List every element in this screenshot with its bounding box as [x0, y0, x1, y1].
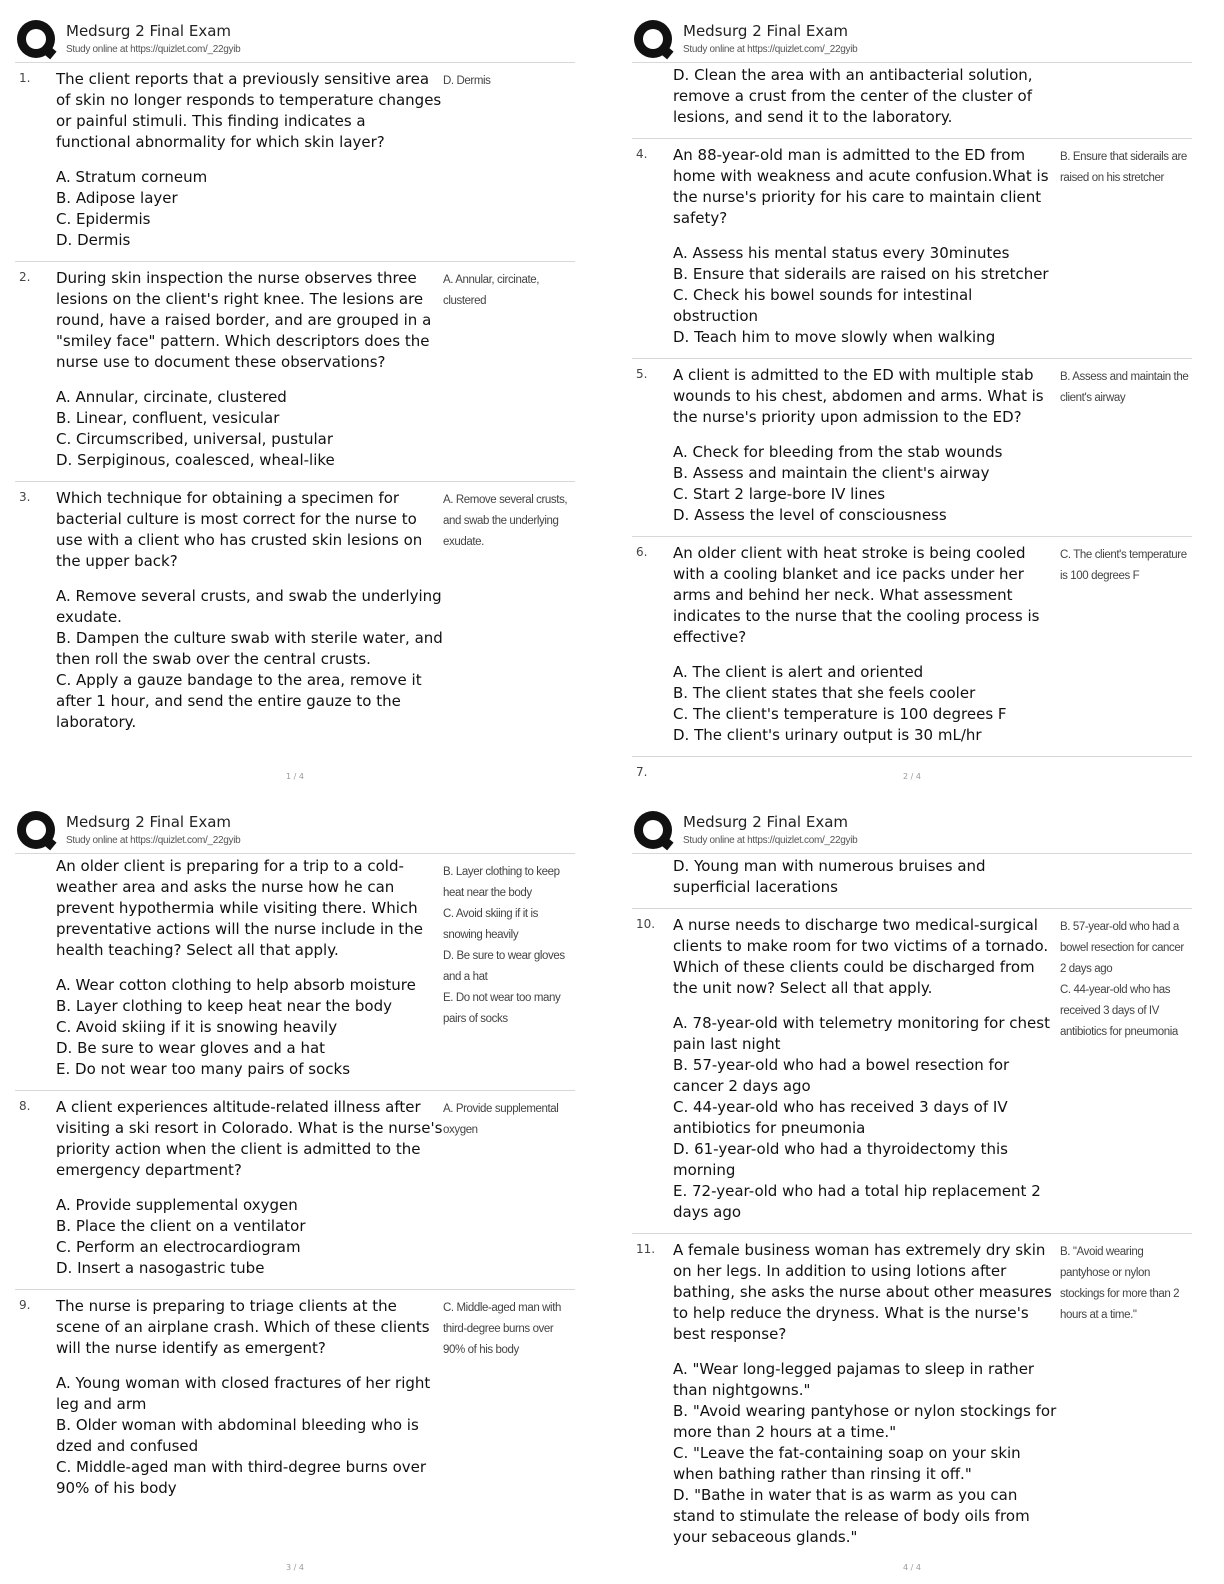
option-item: A. Assess his mental status every 30minutes: [673, 244, 1010, 262]
option-item: C. Middle-aged man with third-degree burns over 90% of his body: [56, 1458, 427, 1497]
option-item: D. "Bathe in water that is as warm as you can stand to stimulate the release of body oils from your sebaceous glands.": [673, 1486, 1030, 1546]
option-item: C. "Leave the fat-containing soap on your skin when bathing rather than rinsing it off.": [673, 1444, 1021, 1483]
question-text: The client reports that a previously sensitive area of skin no longer responds to temperature changes or painful stimuli. This finding indicates a functional abnormality for which skin layer?: [56, 70, 442, 151]
option-item: C. Perform an electrocardiogram: [56, 1238, 301, 1256]
option-list: [673, 1359, 1061, 1548]
question-text: An 88-year-old man is admitted to the ED from home with weakness and acute confusion.What is the nurse's priority for his care to maintain client safety?: [673, 146, 1049, 227]
page-header: [15, 809, 595, 853]
answer-line: B. Ensure that siderails are raised on his stretcher: [1060, 151, 1187, 184]
option-list: [56, 1373, 444, 1499]
option-item: D. Teach him to move slowly when walking: [673, 328, 996, 346]
option-item: B. Ensure that siderails are raised on his stretcher: [673, 265, 1049, 283]
quizlet-logo-icon: [634, 811, 672, 849]
option-list: [56, 975, 444, 1080]
question-card: [632, 139, 1192, 359]
answer-line: C. Middle-aged man with third-degree burns over 90% of his body: [443, 1302, 561, 1356]
answer-line: D. Be sure to wear gloves and a hat: [443, 950, 565, 983]
answer-line: E. Do not wear too many pairs of socks: [443, 992, 561, 1025]
option-list: [56, 586, 444, 733]
answer-line: A. Remove several crusts, and swab the underlying exudate.: [443, 494, 568, 548]
page-header: [632, 809, 1212, 853]
question-card: [15, 1091, 575, 1290]
exam-page-1: [15, 18, 595, 793]
option-item: B. Place the client on a ventilator: [56, 1217, 306, 1235]
question-card: [15, 262, 575, 482]
option-list: [56, 387, 444, 471]
option-list: [56, 1195, 444, 1279]
doc-subtitle: Study online at https://quizlet.com/_22gyib: [683, 835, 858, 846]
option-list: [673, 65, 1061, 128]
option-item: B. Adipose layer: [56, 189, 178, 207]
page-number: 3 / 4: [286, 1563, 304, 1572]
option-item: C. Apply a gauze bandage to the area, remove it after 1 hour, and send the entire gauze to the laboratory.: [56, 671, 422, 731]
option-item: B. "Avoid wearing pantyhose or nylon stockings for more than 2 hours at a time.": [673, 1402, 1057, 1441]
option-item: D. Serpiginous, coalesced, wheal-like: [56, 451, 335, 469]
exam-page-2: [632, 18, 1212, 793]
question-text: The nurse is preparing to triage clients at the scene of an airplane crash. Which of these clients will the nurse identify as emergent?: [56, 1297, 430, 1357]
doc-subtitle: Study online at https://quizlet.com/_22gyib: [683, 44, 858, 55]
answer-line: D. Dermis: [443, 75, 491, 87]
question-card: [632, 63, 1192, 139]
question-card: [15, 1290, 575, 1509]
option-item: A. "Wear long-legged pajamas to sleep in rather than nightgowns.": [673, 1360, 1035, 1399]
page-number: 2 / 4: [903, 772, 921, 781]
exam-page-3: [15, 809, 595, 1584]
option-item: E. 72-year-old who had a total hip replacement 2 days ago: [673, 1182, 1041, 1221]
option-item: C. Start 2 large-bore IV lines: [673, 485, 886, 503]
answer-line: A. Annular, circinate, clustered: [443, 274, 540, 307]
option-item: C. Circumscribed, universal, pustular: [56, 430, 333, 448]
answer-line: A. Provide supplemental oxygen: [443, 1103, 559, 1136]
quizlet-logo-icon: [634, 20, 672, 58]
option-item: A. Young woman with closed fractures of her right leg and arm: [56, 1374, 431, 1413]
option-item: B. 57-year-old who had a bowel resection for cancer 2 days ago: [673, 1056, 1010, 1095]
question-card: [632, 909, 1192, 1234]
doc-title: Medsurg 2 Final Exam: [66, 813, 232, 831]
option-item: C. 44-year-old who has received 3 days of IV antibiotics for pneumonia: [673, 1098, 1008, 1137]
question-number: 11.: [636, 1242, 656, 1256]
question-number: 3.: [19, 490, 31, 504]
answer-text: [443, 270, 575, 312]
option-item: C. Epidermis: [56, 210, 151, 228]
answer-line: B. Layer clothing to keep heat near the body: [443, 866, 560, 899]
question-card: [15, 854, 575, 1091]
answer-text: [443, 1298, 575, 1361]
option-item: A. 78-year-old with telemetry monitoring for chest pain last night: [673, 1014, 1050, 1053]
option-item: B. Older woman with abdominal bleeding who is dzed and confused: [56, 1416, 419, 1455]
answer-line: C. Avoid skiing if it is snowing heavily: [443, 908, 539, 941]
option-item: A. Check for bleeding from the stab wounds: [673, 443, 1003, 461]
answer-text: [443, 862, 575, 1030]
answer-text: [1060, 545, 1192, 587]
option-list: [673, 856, 1061, 898]
answer-text: [443, 490, 575, 553]
exam-page-4: [632, 809, 1212, 1584]
question-card: [15, 482, 575, 743]
question-card: [15, 63, 575, 262]
question-number: 5.: [636, 367, 648, 381]
option-item: B. The client states that she feels cooler: [673, 684, 976, 702]
answer-text: [1060, 1242, 1192, 1326]
option-item: A. Remove several crusts, and swab the underlying exudate.: [56, 587, 442, 626]
question-number: 9.: [19, 1298, 31, 1312]
question-number: 2.: [19, 270, 31, 284]
doc-subtitle: Study online at https://quizlet.com/_22gyib: [66, 835, 241, 846]
answer-line: B. 57-year-old who had a bowel resection for cancer 2 days ago: [1060, 921, 1184, 975]
option-list: [56, 167, 444, 251]
option-item: C. Avoid skiing if it is snowing heavily: [56, 1018, 338, 1036]
quizlet-logo-icon: [17, 20, 55, 58]
option-item: D. Assess the level of consciousness: [673, 506, 947, 524]
option-item: B. Assess and maintain the client's airway: [673, 464, 990, 482]
option-item: B. Dampen the culture swab with sterile water, and then roll the swab over the central crusts.: [56, 629, 443, 668]
option-item: A. The client is alert and oriented: [673, 663, 924, 681]
question-number: 10.: [636, 917, 656, 931]
doc-title: Medsurg 2 Final Exam: [683, 813, 849, 831]
answer-text: [1060, 917, 1192, 1043]
option-list: [673, 662, 1061, 746]
option-item: C. The client's temperature is 100 degrees F: [673, 705, 1007, 723]
doc-title: Medsurg 2 Final Exam: [683, 22, 849, 40]
doc-title: Medsurg 2 Final Exam: [66, 22, 232, 40]
question-text: Which technique for obtaining a specimen for bacterial culture is most correct for the nurse to use with a client who has crusted skin lesions on the upper back?: [56, 489, 423, 570]
option-item: A. Wear cotton clothing to help absorb moisture: [56, 976, 416, 994]
option-item: B. Layer clothing to keep heat near the body: [56, 997, 393, 1015]
answer-text: [443, 1099, 575, 1141]
answer-text: [1060, 367, 1192, 409]
option-item: D. Young man with numerous bruises and superficial lacerations: [673, 857, 986, 896]
page-number: 4 / 4: [903, 1563, 921, 1572]
option-item: E. Do not wear too many pairs of socks: [56, 1060, 351, 1078]
quizlet-logo-icon: [17, 811, 55, 849]
question-card: [632, 537, 1192, 757]
question-text: During skin inspection the nurse observes three lesions on the client's right knee. The lesions are round, have a raised border, and are grouped in a "smiley face" pattern. Which descriptors does the nurse use to document these observations?: [56, 269, 432, 371]
option-item: A. Annular, circinate, clustered: [56, 388, 287, 406]
question-number: 7.: [636, 765, 648, 779]
answer-line: C. The client's temperature is 100 degrees F: [1060, 549, 1187, 582]
question-number: 6.: [636, 545, 648, 559]
page-number: 1 / 4: [286, 772, 304, 781]
doc-subtitle: Study online at https://quizlet.com/_22gyib: [66, 44, 241, 55]
answer-line: B. "Avoid wearing pantyhose or nylon stockings for more than 2 hours at a time.": [1060, 1246, 1180, 1321]
question-card: [632, 359, 1192, 537]
question-text: A female business woman has extremely dry skin on her legs. In addition to using lotions after bathing, she asks the nurse about other measures to help reduce the dryness. What is the nurse's best response?: [673, 1241, 1052, 1343]
option-list: [673, 243, 1061, 348]
option-item: D. Be sure to wear gloves and a hat: [56, 1039, 326, 1057]
question-number: 1.: [19, 71, 31, 85]
question-text: A client experiences altitude-related illness after visiting a ski resort in Colorado. What is the nurse's priority action when the client is admitted to the emergency department?: [56, 1098, 443, 1179]
option-item: D. Clean the area with an antibacterial solution, remove a crust from the center of the cluster of lesions, and send it to the laboratory.: [673, 66, 1033, 126]
question-number: 4.: [636, 147, 648, 161]
question-text: An older client is preparing for a trip to a cold-weather area and asks the nurse how he can prevent hypothermia while visiting there. Which preventative actions will the nurse include in the health teaching? Select all that apply.: [56, 857, 424, 959]
option-list: [673, 442, 1061, 526]
option-item: A. Provide supplemental oxygen: [56, 1196, 298, 1214]
question-card: [632, 854, 1192, 909]
answer-text: [443, 71, 575, 92]
option-item: C. Check his bowel sounds for intestinal obstruction: [673, 286, 973, 325]
option-item: A. Stratum corneum: [56, 168, 208, 186]
page-header: [15, 18, 595, 62]
option-item: D. Dermis: [56, 231, 131, 249]
question-text: An older client with heat stroke is being cooled with a cooling blanket and ice packs under her arms and behind her neck. What assessment indicates to the nurse that the cooling process is effective?: [673, 544, 1040, 646]
page-header: [632, 18, 1212, 62]
question-text: A client is admitted to the ED with multiple stab wounds to his chest, abdomen and arms. What is the nurse's priority upon admission to the ED?: [673, 366, 1044, 426]
question-number: 8.: [19, 1099, 31, 1113]
option-item: D. Insert a nasogastric tube: [56, 1259, 265, 1277]
option-item: D. 61-year-old who had a thyroidectomy this morning: [673, 1140, 1008, 1179]
answer-line: C. 44-year-old who has received 3 days of IV antibiotics for pneumonia: [1060, 984, 1178, 1038]
option-item: B. Linear, confluent, vesicular: [56, 409, 280, 427]
option-list: [673, 1013, 1061, 1223]
option-item: D. The client's urinary output is 30 mL/hr: [673, 726, 982, 744]
question-text: A nurse needs to discharge two medical-surgical clients to make room for two victims of a tornado. Which of these clients could be discharged from the unit now? Select all that apply.: [673, 916, 1049, 997]
answer-line: B. Assess and maintain the client's airway: [1060, 371, 1189, 404]
question-card: [632, 1234, 1192, 1558]
answer-text: [1060, 147, 1192, 189]
